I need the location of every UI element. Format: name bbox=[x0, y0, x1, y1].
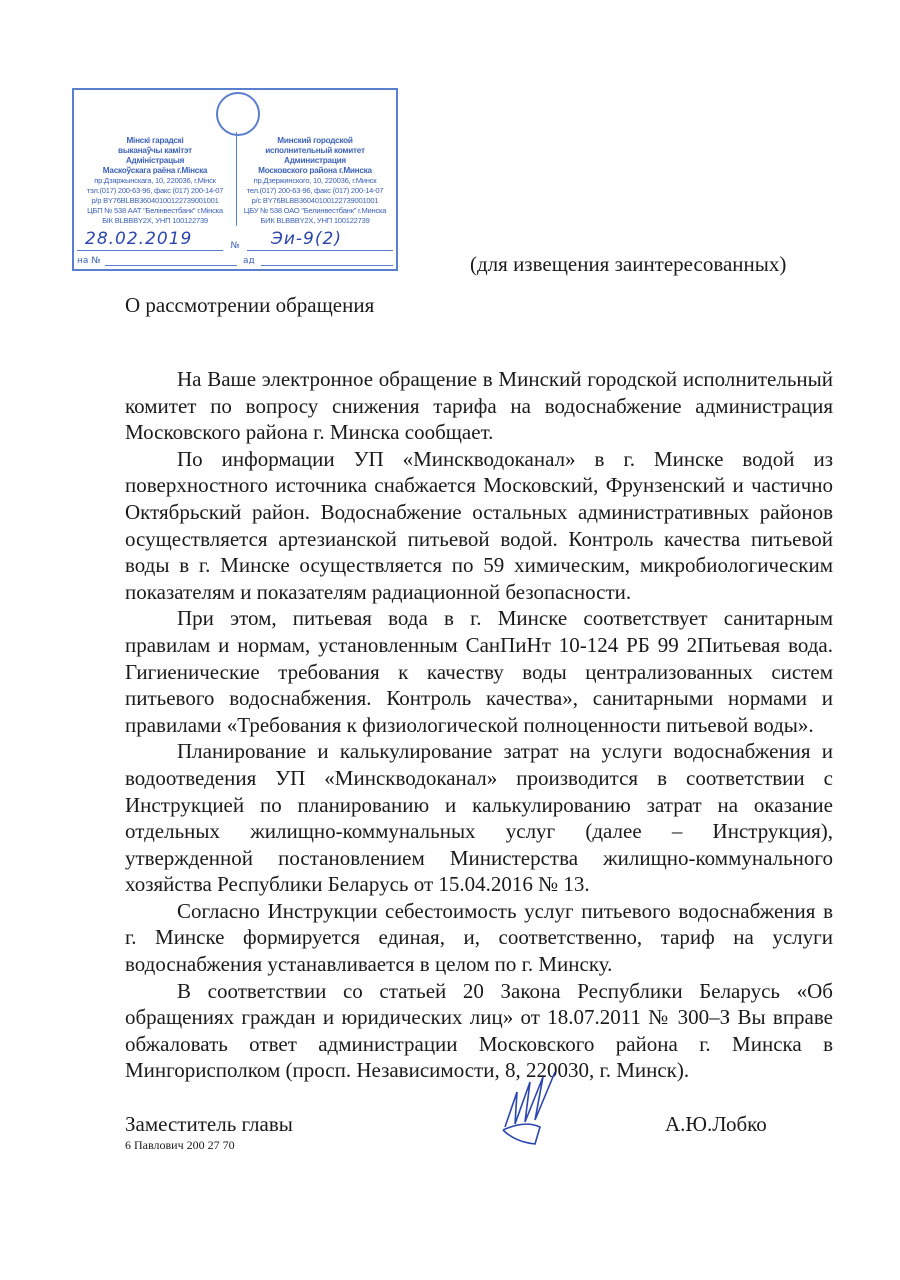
paragraph: Планирование и калькулирование затрат на услуги водоснабжения и водоотведения УП «Минскводоканал» производится в соответствии с Инструкцией по планированию и калькулированию затрат на оказание отдельных жилищно-коммунальных услуг (далее – Инструкция), утвержденной постановлением Министерства жилищно-коммунального хозяйства Республики Беларусь от 15.04.2016 № 13. bbox=[125, 739, 833, 897]
stamp-line: пр.Дзяржынскага, 10, 220036, г.Мінск bbox=[94, 176, 216, 185]
to-label: на № bbox=[77, 256, 101, 266]
stamp-line: Адміністрацыя bbox=[125, 156, 185, 165]
signer-position: Заместитель главы bbox=[125, 1112, 293, 1137]
stamp-date-row bbox=[77, 228, 393, 251]
number-label: № bbox=[230, 241, 240, 251]
stamp-line: ЦБП № 538 ААТ "Белінвестбанк" г.Мінска bbox=[87, 206, 223, 215]
registration-stamp bbox=[72, 88, 398, 271]
stamp-divider bbox=[236, 132, 237, 226]
from-field bbox=[261, 253, 393, 266]
from-label: ад bbox=[242, 256, 255, 266]
stamp-line: Маскоўскага раёна г.Мінска bbox=[102, 166, 208, 175]
handwritten-signature bbox=[495, 1072, 575, 1147]
signer-name: А.Ю.Лобко bbox=[665, 1112, 767, 1137]
coat-of-arms-icon bbox=[216, 92, 260, 136]
stamp-line: выканаўчы камітэт bbox=[118, 146, 192, 155]
paragraph: На Ваше электронное обращение в Минский городской исполнительный комитет по вопросу снижения тарифа на водоснабжение администрация Московского района г. Минска сообщает. bbox=[125, 367, 833, 445]
addressee-note: (для извещения заинтересованных) bbox=[470, 252, 787, 276]
date-field bbox=[77, 228, 223, 251]
stamp-line: исполнительный комитет bbox=[265, 146, 365, 155]
stamp-line: пр.Дзержинского, 10, 220036, г.Минск bbox=[253, 176, 377, 185]
stamp-columns bbox=[77, 136, 393, 226]
letter-content bbox=[125, 366, 833, 1160]
stamp-header bbox=[77, 92, 393, 136]
stamp-line: Минский городской bbox=[277, 136, 353, 145]
letter-subject: О рассмотрении обращения bbox=[125, 293, 375, 317]
stamp-right-text bbox=[237, 136, 393, 226]
stamp-line: тэл.(017) 200-63-96, факс (017) 200-14-07 bbox=[86, 186, 224, 195]
stamp-line: БІК BLBBBY2X, УНП 100122739 bbox=[102, 216, 208, 225]
paragraph: По информации УП «Минскводоканал» в г. Минске водой из поверхностного источника снабжается Московский, Фрунзенский и частично Октябрьский район. Водоснабжение остальных административных районов осуществляется артезианской питьевой водой. Контроль качества питьевой воды в г. Минске осуществляется по 59 химическим, микробиологическим показателям и показателям радиационной безопасности. bbox=[125, 446, 833, 604]
stamp-date: 28.02.2019 bbox=[85, 229, 193, 249]
executor-info: 6 Павлович 200 27 70 bbox=[125, 1138, 235, 1153]
stamp-line: р/с BY76BLBB36040100122739001001 bbox=[251, 196, 379, 205]
paragraph: При этом, питьевая вода в г. Минске соответствует санитарным правилам и нормам, установленным СанПиНт 10-124 РБ 99 2Питьевая вода. Гигиенические требования к качеству воды централизованных систем питьевого водоснабжения. Контроль качества», санитарными нормами и правилами «Требования к физиологической полноценности питьевой воды». bbox=[125, 606, 833, 737]
stamp-line: р/р BY76BLBB36040100122739001001 bbox=[91, 196, 219, 205]
stamp-number: Эи-9(2) bbox=[271, 229, 342, 249]
stamp-line: Мінскі гарадскі bbox=[126, 136, 184, 145]
paragraph: В соответствии со статьей 20 Закона Республики Беларусь «Об обращениях граждан и юридических лиц» от 18.07.2011 № 300–З Вы вправе обжаловать ответ администрации Московского района г. Минска в Мингорисполком (просп. Независимости, 8, 220030, г. Минск). bbox=[125, 978, 833, 1083]
to-field bbox=[105, 253, 237, 266]
stamp-line: Московского района г.Минска bbox=[258, 166, 372, 175]
stamp-line: тел.(017) 200-63-96, факс (017) 200-14-07 bbox=[246, 186, 384, 195]
paragraph: Согласно Инструкции себестоимость услуг питьевого водоснабжения в г. Минске формируется единая, и, соответственно, тариф на услуги водоснабжения устанавливается в целом по г. Минску. bbox=[125, 898, 833, 977]
letter-body bbox=[125, 366, 833, 1084]
signature-block bbox=[125, 1100, 833, 1160]
stamp-left-text bbox=[77, 136, 233, 226]
stamp-line: БИК BLBBBY2X, УНП 100122739 bbox=[260, 216, 370, 225]
number-field bbox=[247, 228, 393, 251]
stamp-reference-row bbox=[77, 253, 393, 266]
stamp-line: Администрация bbox=[284, 156, 346, 165]
stamp-line: ЦБУ № 538 ОАО "Белинвестбанк" г.Минска bbox=[243, 206, 387, 215]
